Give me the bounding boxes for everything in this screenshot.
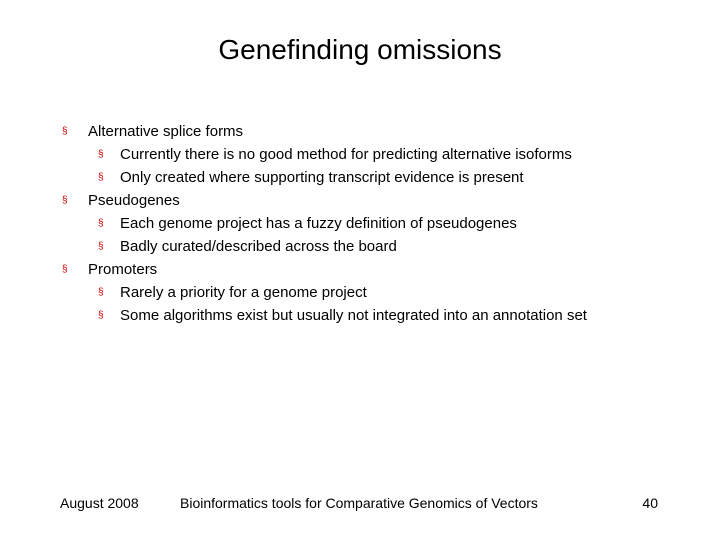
bullet-marker: §	[62, 264, 68, 275]
footer-title: Bioinformatics tools for Comparative Genomics of Vectors	[180, 495, 538, 511]
bullet-text: Promoters	[88, 261, 158, 278]
sub-bullet-item	[0, 168, 720, 188]
slide-title: Genefinding omissions	[218, 34, 502, 65]
sub-bullet-text: Badly curated/described across the board	[120, 238, 397, 255]
sub-bullet-text: Each genome project has a fuzzy definition of pseudogenes	[120, 215, 517, 232]
sub-bullet-item	[0, 283, 720, 303]
bullet-marker: §	[98, 310, 104, 321]
bullet-marker: §	[98, 149, 104, 160]
bullet-marker: §	[98, 218, 104, 229]
sub-bullet-item	[0, 237, 720, 257]
bullet-marker: §	[98, 241, 104, 252]
bullet-item	[0, 122, 720, 142]
sub-bullet-text: Only created where supporting transcript evidence is present	[120, 169, 524, 186]
bullet-marker: §	[62, 195, 68, 206]
bullet-text: Pseudogenes	[88, 192, 180, 209]
sub-bullet-item	[0, 145, 720, 165]
sub-bullet-text: Some algorithms exist but usually not integrated into an annotation set	[120, 307, 587, 324]
sub-bullet-item	[0, 214, 720, 234]
bullet-marker: §	[98, 172, 104, 183]
bullet-item	[0, 260, 720, 280]
sub-bullet-text: Rarely a priority for a genome project	[120, 284, 367, 301]
footer-date: August 2008	[60, 495, 139, 511]
sub-bullet-item	[0, 306, 720, 326]
bullet-item	[0, 191, 720, 211]
page-number: 40	[642, 495, 658, 511]
bullet-marker: §	[62, 126, 68, 137]
bullet-text: Alternative splice forms	[88, 123, 244, 140]
sub-bullet-text: Currently there is no good method for predicting alternative isoforms	[120, 146, 572, 163]
bullet-marker: §	[98, 287, 104, 298]
